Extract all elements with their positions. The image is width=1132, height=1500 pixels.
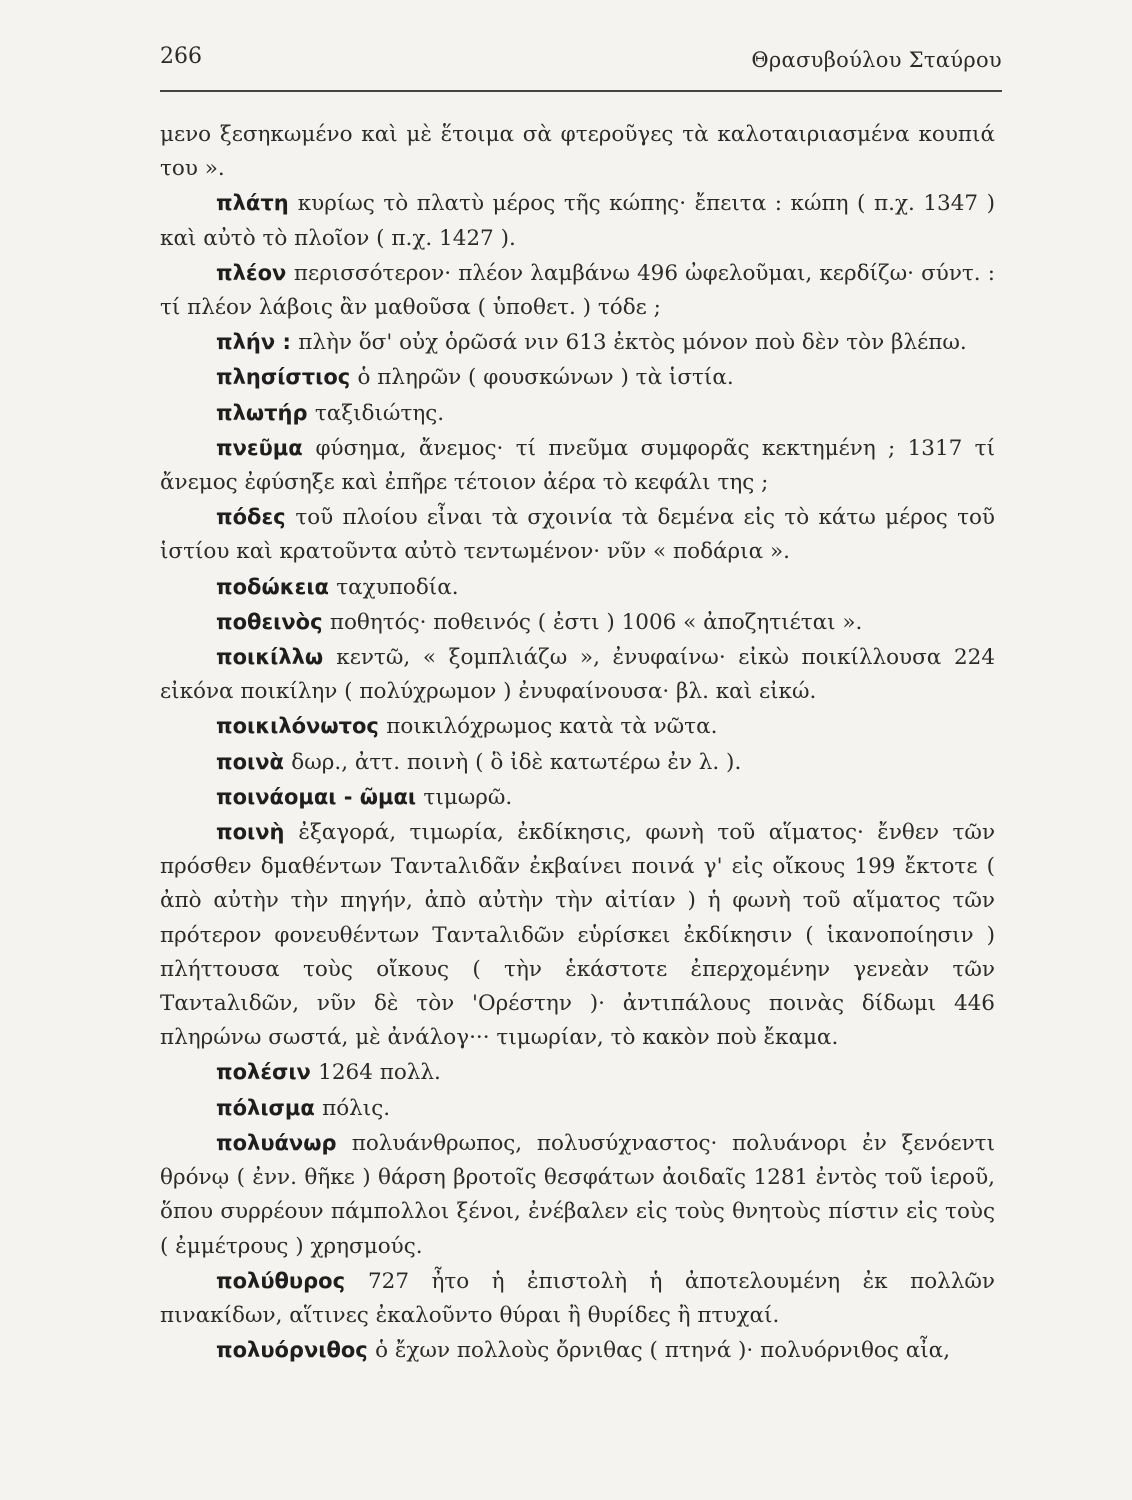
entry-lemma: ποινὴ bbox=[216, 820, 285, 845]
entry-lemma: ποικιλόνωτος bbox=[216, 714, 379, 739]
entry-text: δωρ., ἀττ. ποινὴ ( ὃ ἰδὲ κατωτέρω ἐν λ. ). bbox=[291, 749, 742, 775]
glossary-entry bbox=[160, 709, 995, 744]
glossary-entry bbox=[160, 815, 995, 1055]
entry-lemma: πλωτήρ bbox=[216, 400, 308, 425]
glossary-entry bbox=[160, 605, 995, 640]
glossary-entry bbox=[160, 118, 995, 186]
glossary-entry bbox=[160, 1333, 995, 1368]
entry-lemma: ποικίλλω bbox=[216, 645, 324, 670]
glossary-entry bbox=[160, 360, 995, 395]
glossary-entry bbox=[160, 256, 995, 325]
entry-text: πόλις. bbox=[322, 1095, 391, 1121]
entry-lemma: πνεῦμα bbox=[216, 435, 303, 460]
glossary-entry bbox=[160, 1055, 995, 1090]
entry-lemma: πλέον bbox=[216, 260, 287, 285]
page-header bbox=[160, 40, 1002, 92]
entry-lemma: πολυάνωρ bbox=[216, 1130, 337, 1155]
entry-text: ποθητός· ποθεινός ( ἐστι ) 1006 « ἀποζητιέται ». bbox=[329, 609, 863, 635]
entry-text: ταχυποδία. bbox=[336, 574, 459, 600]
entry-lemma: πλησίστιος bbox=[216, 365, 351, 390]
entry-text: τοῦ πλοίου εἶναι τὰ σχοινία τὰ δεμένα εἰς τὸ κάτω μέρος τοῦ ἱστίου καὶ κρατοῦντα αὐτὸ τεντωμένον· νῦν « ποδάρια ». bbox=[160, 505, 995, 565]
entry-text: ποικιλόχρωμος κατὰ τὰ νῶτα. bbox=[386, 714, 718, 740]
entry-text: ταξιδιώτης. bbox=[314, 400, 445, 426]
glossary-entry bbox=[160, 396, 995, 431]
entry-lemma: ποθεινὸς bbox=[216, 609, 323, 634]
glossary-entry bbox=[160, 431, 995, 500]
entry-text: 727 ἦτο ἡ ἐπιστολὴ ἡ ἀποτελουμένη ἐκ πολλῶν πινακίδων, αἵτινες ἐκαλοῦντο θύραι ἢ θυρίδες ἢ πτυχαί. bbox=[160, 1268, 996, 1328]
entry-lemma: πόλισμα bbox=[216, 1095, 315, 1120]
entry-text: κυρίως τὸ πλατὺ μέρος τῆς κώπης· ἔπειτα : κώπη ( π.χ. 1347 ) καὶ αὐτὸ τὸ πλοῖον ( π.χ. 1427 ). bbox=[160, 191, 995, 251]
glossary-entry bbox=[160, 500, 995, 569]
glossary-entry bbox=[160, 780, 995, 815]
entry-text: ὁ ἔχων πολλοὺς ὄρνιθας ( πτηνά )· πολυόρνιθος αἶα, bbox=[375, 1338, 951, 1364]
entry-text: ἐξαγορά, τιμωρία, ἐκδίκησις, φωνὴ τοῦ αἵματος· ἔνθεν τῶν πρόσθεν δμαθέντων Ταντaλιδᾶν ἐκβαίνει ποινά γ' εἰς οἴκους 199 ἔκτοτε ( ἀπὸ αὐτὴν τὴν πηγήν, ἀπὸ αὐτὴν τὴν αἰτίαν ) ἡ φωνὴ τοῦ αἵματος τῶν πρότερον φονευθέντων Ταντaλιδῶν εὑρίσκει ἐκδίκησιν ( ἱκανοποίησιν ) πλήττουσα τοὺς οἴκους ( τὴν ἑκάστοτε ἐπερχομένην γενεὰν τῶν Ταντaλιδῶν, νῦν δὲ τὸν 'Ορέστην )· ἀντιπάλους ποινὰς δίδωμι 446 πληρώνω σωστά, μὲ ἀνάλογ··· τιμωρίαν, τὸ κακὸν ποὺ ἔκαμα. bbox=[160, 820, 996, 1051]
running-head: Θρασυβούλου Σταύρου bbox=[751, 48, 1002, 72]
entry-text: ὁ πληρῶν ( φουσκώνων ) τὰ ἱστία. bbox=[357, 365, 734, 391]
entry-text: πλὴν ὅσ' οὐχ ὁρῶσά νιν 613 ἐκτὸς μόνον ποὺ δὲν τὸν βλέπω. bbox=[298, 330, 967, 356]
glossary-entry bbox=[160, 1126, 995, 1264]
entry-text: 1264 πολλ. bbox=[318, 1060, 441, 1086]
entry-lemma: πόδες bbox=[216, 505, 286, 530]
page-number: 266 bbox=[160, 44, 202, 69]
entry-lemma: ποινὰ bbox=[216, 749, 284, 774]
glossary-entry bbox=[160, 1091, 995, 1126]
entry-lemma: ποδώκεια bbox=[216, 574, 329, 599]
glossary-entry bbox=[160, 570, 995, 605]
entry-lemma: πλάτη bbox=[216, 191, 289, 216]
entry-text: κεντῶ, « ξομπλιάζω », ἐνυφαίνω· εἰκὼ ποικίλλουσα 224 εἰκόνα ποικίλην ( πολύχρωμον ) ἐνυφαίνουσα· βλ. καὶ εἰκώ. bbox=[160, 645, 996, 705]
entry-lemma: πολύθυρος bbox=[216, 1268, 346, 1293]
glossary-entry bbox=[160, 745, 995, 780]
glossary-entry bbox=[160, 1264, 995, 1333]
entry-lemma: πολυόρνιθος bbox=[216, 1338, 368, 1363]
entry-text: φύσημα, ἄνεμος· τί πνεῦμα συμφορᾶς κεκτημένη ; 1317 τί ἄνεμος ἐφύσηξε καὶ ἐπῆρε τέτοιον ἀέρα τὸ κεφάλι της ; bbox=[160, 435, 996, 496]
glossary-entry bbox=[160, 186, 995, 255]
glossary-content bbox=[160, 118, 995, 1368]
entry-lemma: ποινάομαι - ῶμαι bbox=[216, 784, 417, 809]
entry-text: τιμωρῶ. bbox=[423, 784, 513, 810]
entry-lemma: πολέσιν bbox=[216, 1060, 311, 1085]
entry-text: περισσότερον· πλέον λαμβάνω 496 ὠφελοῦμαι, κερδίζω· σύντ. : τί πλέον λάβοις ἂν μαθοῦσα ( ὑποθετ. ) τόδε ; bbox=[160, 260, 995, 321]
entry-lemma: πλήν : bbox=[216, 330, 291, 355]
entry-text: μενο ξεσηκωμένο καὶ μὲ ἕτοιμα σὰ φτεροῦγες τὰ καλοταιριασμένα κουπιά του ». bbox=[160, 122, 995, 182]
glossary-entry bbox=[160, 325, 995, 360]
entry-text: πολυάνθρωπος, πολυσύχναστος· πολυάνορι ἐν ξενόεντι θρόνῳ ( ἐνν. θῆκε ) θάρση βροτοῖς θεσφάτων ἀοιδαῖς 1281 ἐντὸς τοῦ ἱεροῦ, ὅπου συρρέουν πάμπολλοι ξένοι, ἐνέβαλεν εἰς τοὺς θνητοὺς πίστιν εἰς τοὺς ( ἐμμέτρους ) χρησμούς. bbox=[160, 1130, 996, 1259]
glossary-entry bbox=[160, 640, 995, 709]
